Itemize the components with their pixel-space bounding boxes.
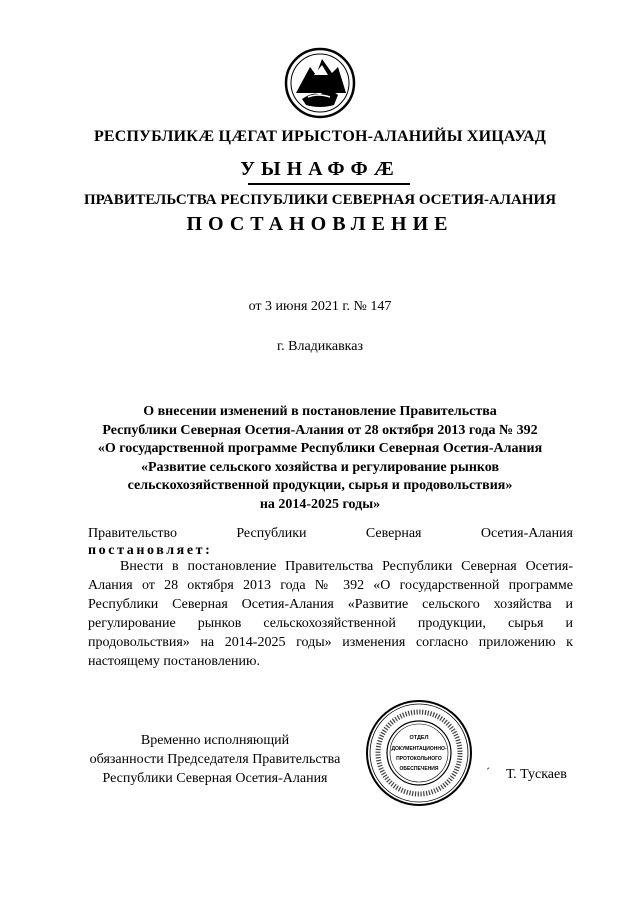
preamble-resolves: постановляет:: [88, 543, 213, 558]
header-decree-russian: ПОСТАНОВЛЕНИЕ: [186, 213, 454, 235]
decree-title: [0, 403, 640, 514]
signature-mark: ˊ: [486, 765, 490, 779]
signatory-line: Республики Северная Осетия-Алания: [102, 771, 328, 786]
stamp-text-line: ДОКУМЕНТАЦИОННО-: [391, 746, 447, 752]
signatory-line: обязанности Председателя Правительства: [89, 752, 341, 767]
title-line: сельскохозяйственной продукции, сырья и продовольствия»: [127, 478, 513, 493]
title-line: на 2014-2025 годы»: [259, 496, 381, 512]
coat-of-arms-emblem: [284, 47, 356, 119]
preamble-text: Правительство Республики Северная Осетия-Алания: [88, 526, 573, 541]
stamp-text-line: ОТДЕЛ: [409, 735, 429, 741]
stamp-text-line: ОБЕСПЕЧЕНИЯ: [399, 766, 439, 772]
signatory-name: Т. Тускаев: [506, 767, 567, 782]
title-line: «Развитие сельского хозяйства и регулирование рынков: [140, 459, 500, 475]
decree-date-number: от 3 июня 2021 г. № 147: [248, 299, 392, 314]
header-underline: [248, 183, 410, 185]
signatory-title: [70, 731, 360, 788]
title-line: Республики Северная Осетия-Алания от 28 октября 2013 года № 392: [102, 422, 538, 438]
header-republic-ossetian: РЕСПУБЛИКÆ ЦÆГАТ ИРЫСТОН-АЛАНИЙЫ ХИЦАУАД: [93, 128, 547, 145]
header-government-russian: ПРАВИТЕЛЬСТВА РЕСПУБЛИКИ СЕВЕРНАЯ ОСЕТИЯ-АЛАНИЯ: [83, 192, 557, 208]
official-stamp: [365, 699, 473, 807]
title-line: «О государственной программе Республики Северная Осетия-Алания: [97, 441, 543, 456]
title-line: О внесении изменений в постановление Правительства: [143, 404, 497, 419]
decree-city: г. Владикавказ: [276, 339, 364, 354]
decree-body-paragraph: Внести в постановление Правительства Республики Северная Осетия-Алания от 28 октября 2013 года № 392 «О государственной программе Республики Северная Осетия-Алания «Развитие сельского хозяйства и регулирование рынков сельскохозяйственной продукции, сырья и продовольствия» на 2014-2025 годы» изменения согласно приложению к настоящему постановлению.: [88, 559, 573, 669]
header-decree-ossetian: УЫНАФФÆ: [240, 158, 400, 180]
signatory-line: Временно исполняющий: [140, 733, 290, 748]
stamp-text-line: ПРОТОКОЛЬНОГО: [396, 756, 442, 762]
